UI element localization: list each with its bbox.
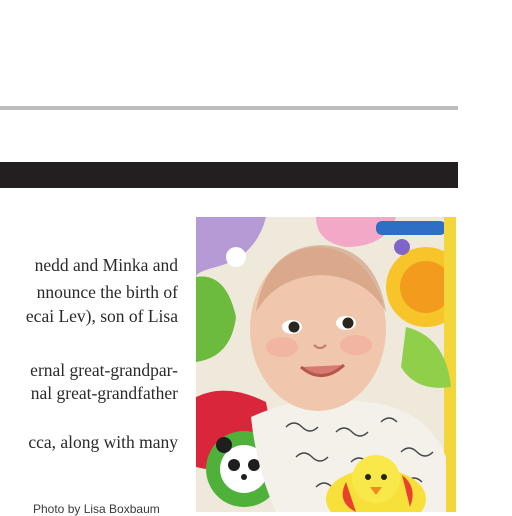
baby-photo — [196, 217, 456, 512]
article-line: nal great-grandfather — [30, 383, 178, 403]
article-line: ernal great-grandpar- — [30, 360, 178, 380]
article-line: cca, along with many — [28, 432, 178, 452]
section-divider-rule — [0, 106, 458, 110]
article-line: nedd and Minka and — [34, 255, 178, 275]
article-line: nnounce the birth of — [36, 282, 178, 302]
section-header-bar — [0, 162, 458, 188]
baby-photo-illustration — [196, 217, 456, 512]
article-line: ecai Lev), son of Lisa — [25, 306, 178, 326]
photo-credit: Photo by Lisa Boxbaum — [33, 502, 160, 516]
